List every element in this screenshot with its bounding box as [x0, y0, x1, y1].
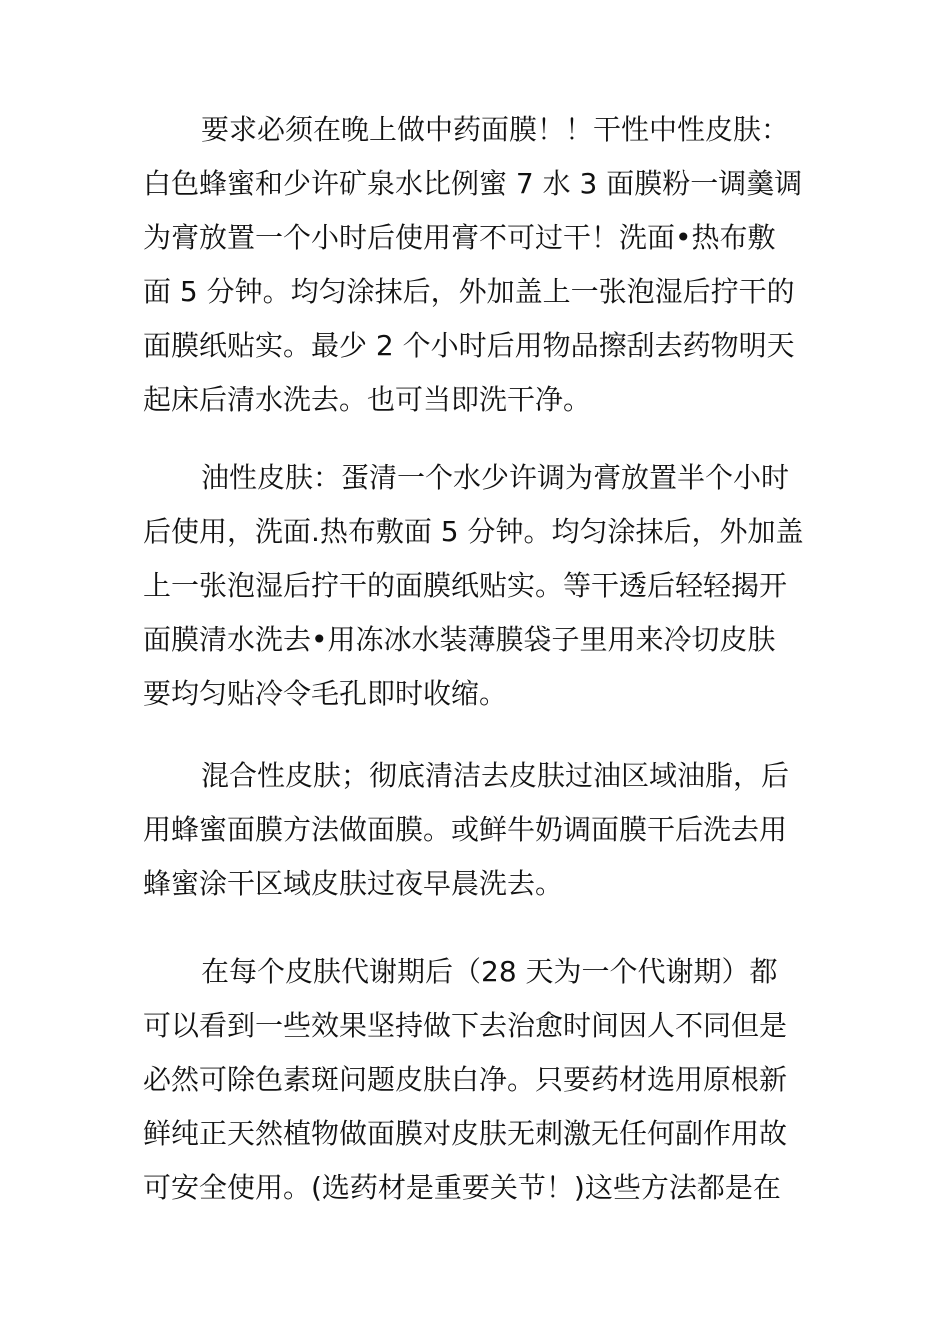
paragraph-dry-neutral-skin: [143, 103, 813, 427]
text-line: 上一张泡湿后拧干的面膜纸贴实。等干透后轻轻揭开: [143, 569, 788, 602]
text-line: 要求必须在晚上做中药面膜！！干性中性皮肤：: [201, 113, 790, 146]
text-line: 蜂蜜涂干区域皮肤过夜早晨洗去。: [143, 867, 564, 900]
text-line: 面膜纸贴实。最少 2 个小时后用物品擦刮去药物明天: [143, 329, 795, 362]
paragraph-metabolism-cycle: [143, 945, 813, 1215]
text-line: 为膏放置一个小时后使用膏不可过干！洗面•热布敷: [143, 221, 776, 254]
text-line: 可以看到一些效果坚持做下去治愈时间因人不同但是: [143, 1009, 788, 1042]
text-line: 要均匀贴冷令毛孔即时收缩。: [143, 677, 508, 710]
text-line: 白色蜂蜜和少许矿泉水比例蜜 7 水 3 面膜粉一调羹调: [143, 167, 803, 200]
text-line: 在每个皮肤代谢期后（28 天为一个代谢期）都: [201, 955, 778, 988]
text-line: 混合性皮肤；彻底清洁去皮肤过油区域油脂，后: [201, 759, 790, 792]
text-line: 可安全使用。(选药材是重要关节！)这些方法都是在: [143, 1171, 781, 1204]
text-line: 油性皮肤：蛋清一个水少许调为膏放置半个小时: [201, 461, 790, 494]
paragraph-oily-skin: [143, 451, 813, 721]
text-line: 用蜂蜜面膜方法做面膜。或鲜牛奶调面膜干后洗去用: [143, 813, 788, 846]
text-line: 鲜纯正天然植物做面膜对皮肤无刺激无任何副作用故: [143, 1117, 788, 1150]
text-line: 面膜清水洗去•用冻冰水装薄膜袋子里用来冷切皮肤: [143, 623, 776, 656]
text-line: 起床后清水洗去。也可当即洗干净。: [143, 383, 592, 416]
text-line: 必然可除色素斑问题皮肤白净。只要药材选用原根新: [143, 1063, 788, 1096]
paragraph-combination-skin: [143, 749, 813, 911]
text-line: 面 5 分钟。均匀涂抹后，外加盖上一张泡湿后拧干的: [143, 275, 795, 308]
text-line: 后使用，洗面.热布敷面 5 分钟。均匀涂抹后，外加盖: [143, 515, 804, 548]
